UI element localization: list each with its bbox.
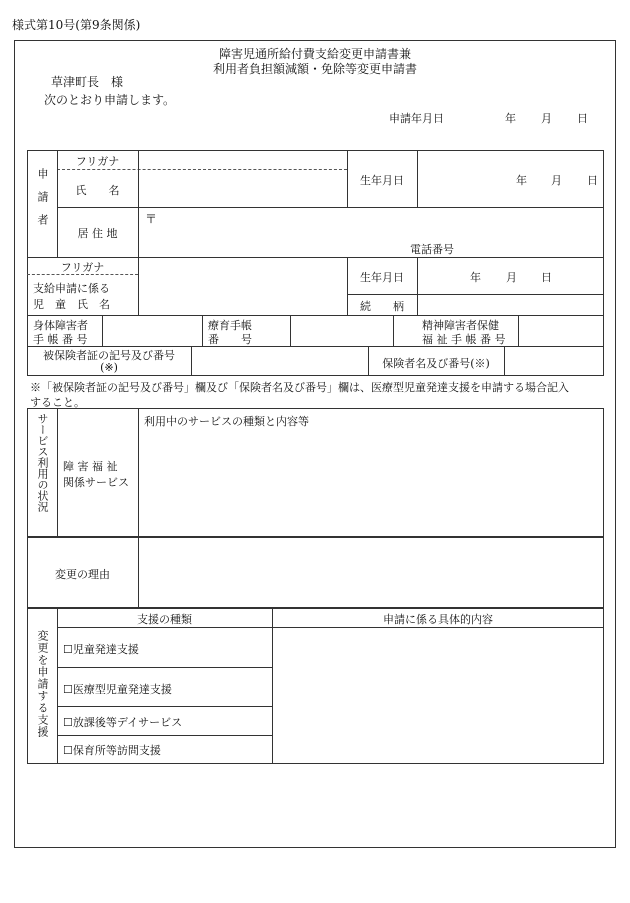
apply-date-label: 申請年月日 [389, 112, 444, 125]
change-reason-field[interactable] [140, 539, 602, 606]
child-birth-day[interactable]: 日 [541, 271, 552, 284]
support-option-child-development[interactable]: ☐児童発達支援 [63, 643, 139, 656]
mental-card-label-line2: 福 祉 手 帳 番 号 [422, 333, 506, 346]
applicant-name-field[interactable] [139, 172, 346, 206]
child-birth-month[interactable]: 月 [506, 271, 517, 284]
child-birth-year[interactable]: 年 [470, 271, 481, 284]
rehab-card-label-line2: 番 号 [208, 333, 252, 346]
apply-date-day[interactable]: 日 [577, 112, 588, 125]
support-type-header: 支援の種類 [137, 613, 192, 626]
form-title-line2: 利用者負担額減額・免除等変更申請書 [212, 62, 417, 76]
support-option-after-school-day-service[interactable]: ☐放課後等デイサービス [63, 716, 183, 729]
applicant-furigana-field[interactable] [139, 154, 346, 168]
insurance-card-label-line2: (※) [100, 361, 118, 374]
apply-date-month[interactable]: 月 [541, 112, 552, 125]
insurance-card-label-line1: 被保険者証の記号及び番号 [43, 349, 175, 362]
insurer-field[interactable] [505, 347, 603, 375]
form-title-line1: 障害児通所給付費支給変更申請書兼 [218, 47, 411, 61]
form-number: 様式第10号(第9条関係) [12, 18, 141, 32]
change-reason-label: 変更の理由 [55, 568, 110, 581]
rehab-card-number-field[interactable] [291, 316, 392, 345]
child-furigana-label: フリガナ [60, 261, 105, 274]
applicant-name-label: 氏 名 [75, 184, 120, 197]
insurance-card-field[interactable] [192, 347, 367, 375]
child-relation-field[interactable] [418, 296, 603, 314]
phone-label: 電話番号 [410, 243, 454, 256]
intro-text: 次のとおり申請します。 [44, 93, 176, 107]
physical-card-label-line2: 手 帳 番 号 [33, 333, 88, 346]
support-detail-field[interactable] [274, 629, 602, 762]
note-line1: ※「被保険者証の記号及び番号」欄及び「保険者名及び番号」欄は、医療型児童発達支援を申請する場合記入 [30, 381, 569, 394]
child-name-field[interactable] [139, 277, 346, 314]
mental-card-label-line1: 精神障害者保健 [422, 319, 499, 332]
child-name-label-line1: 支給申請に係る [33, 282, 110, 295]
applicant-birth-day[interactable]: 日 [587, 174, 598, 187]
service-content-header: 利用中のサービスの種類と内容等 [144, 415, 309, 428]
rehab-card-label-line1: 療育手帳 [208, 319, 252, 332]
support-detail-header: 申請に係る具体的内容 [383, 613, 493, 626]
applicant-birth-month[interactable]: 月 [551, 174, 562, 187]
applicant-address-label: 居 住 地 [77, 227, 118, 240]
addressee: 草津町長 様 [51, 75, 124, 89]
child-name-label-line2: 児 童 氏 名 [33, 298, 110, 311]
applicant-section-label: 申請者 [36, 168, 49, 237]
apply-date-year[interactable]: 年 [505, 112, 516, 125]
child-relation-label: 続 柄 [360, 300, 404, 313]
applicant-birthdate-label: 生年月日 [360, 174, 404, 187]
note-line2: すること。 [30, 396, 85, 409]
child-birthdate-label: 生年月日 [360, 271, 404, 284]
service-label-line1: 障 害 福 祉 [63, 460, 118, 473]
physical-card-number-field[interactable] [103, 316, 201, 345]
postal-mark[interactable]: 〒 [145, 212, 158, 226]
physical-card-label-line1: 身体障害者 [33, 319, 88, 332]
support-option-medical-child-development[interactable]: ☐医療型児童発達支援 [63, 683, 172, 696]
mental-card-number-field[interactable] [519, 316, 603, 345]
applicant-furigana-label: フリガナ [75, 155, 120, 168]
support-option-nursery-visit-support[interactable]: ☐保育所等訪問支援 [63, 744, 161, 757]
child-furigana-field[interactable] [139, 259, 346, 273]
service-label-line2: 関係サービス [63, 476, 129, 489]
service-section-label: サービス利用の状況 [36, 413, 49, 512]
applicant-birth-year[interactable]: 年 [516, 174, 527, 187]
insurer-label: 保険者名及び番号(※) [382, 357, 490, 370]
service-content-field[interactable] [140, 430, 602, 534]
support-section-label: 変更を申請する支援 [36, 630, 49, 738]
